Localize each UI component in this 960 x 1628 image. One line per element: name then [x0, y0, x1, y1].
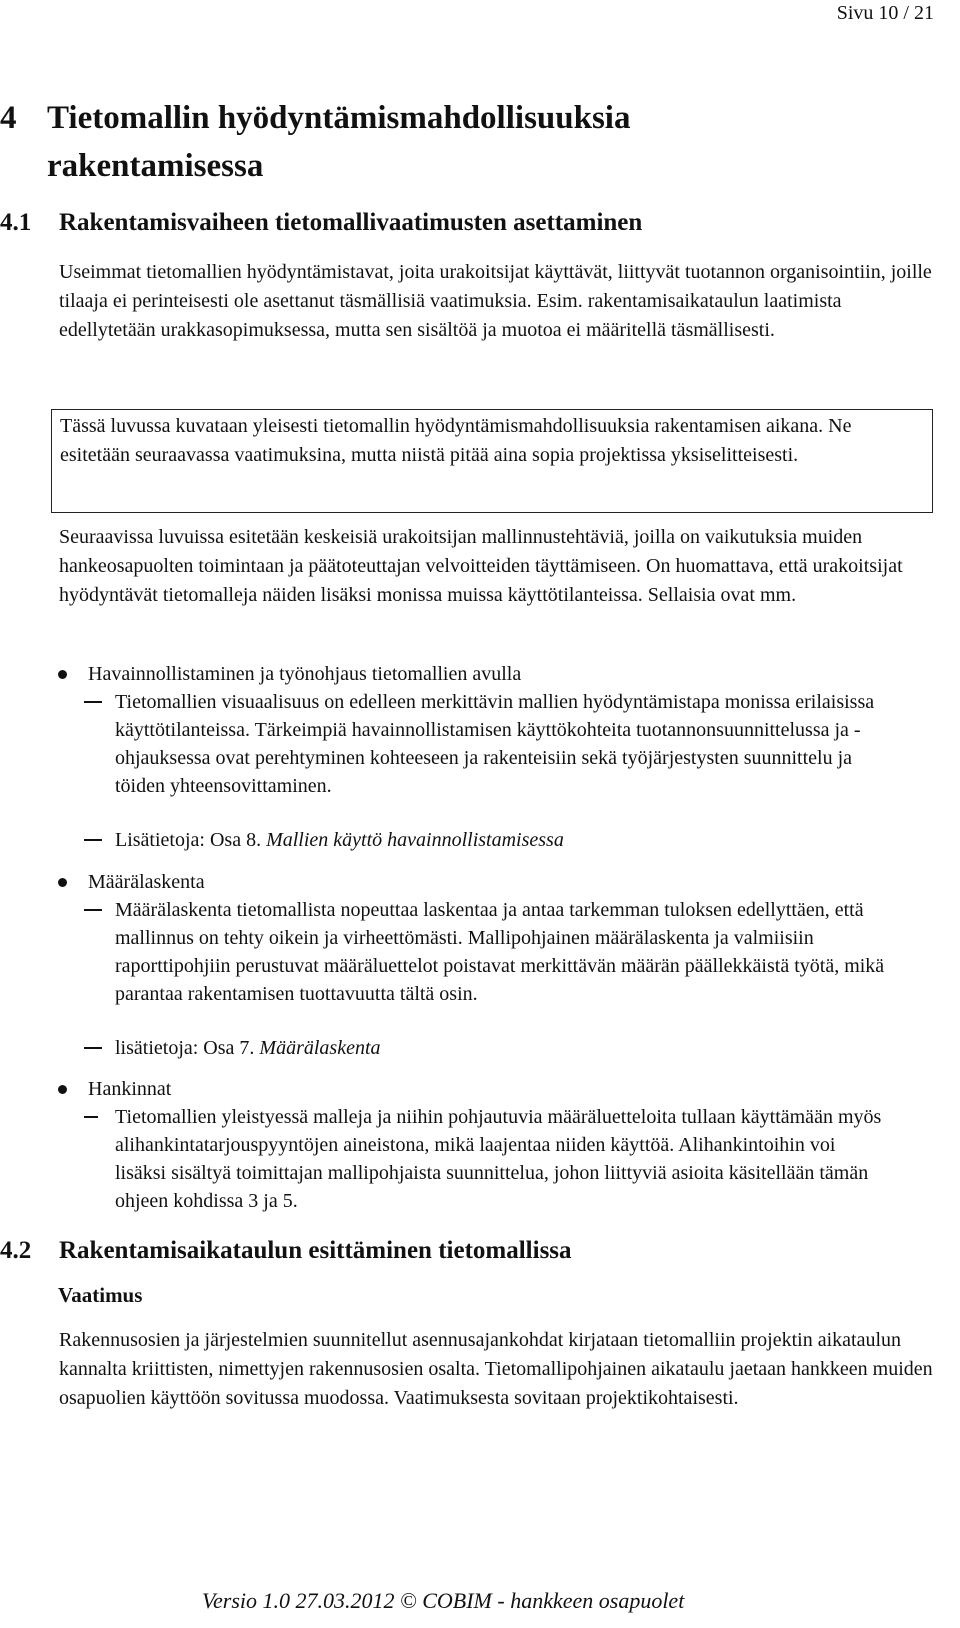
chapter-heading [0, 94, 630, 190]
chapter-title-line1: Tietomallin hyödyntämismahdollisuuksia [47, 100, 631, 136]
bullet-dot [58, 878, 67, 887]
sub-item [84, 1103, 884, 1215]
reference-text [84, 826, 904, 854]
sub-item [84, 896, 904, 1008]
requirement-subheading: Vaatimus [58, 1283, 143, 1307]
chapter-number: 4 [0, 100, 17, 136]
dash-marker [84, 701, 102, 703]
chapter-title-line2: rakentamisessa [47, 148, 264, 184]
intro-paragraph: Useimmat tietomallien hyödyntämistavat, joita urakoitsijat käyttävät, liittyvät tuotannon organisointiin, joille tilaaja ei perinteisesti ole asettanut täsmällisiä vaatimuksia. Esim. rakentamisaikataulun laatimista edellytetään urakkasopimuksessa, mutta sen sisältöä ja muotoa ei määritellä täsmällisesti. [59, 261, 932, 341]
sub-item-reference [84, 1034, 904, 1062]
section-title: Rakentamisvaiheen tietomallivaatimusten asettaminen [59, 209, 643, 236]
section-number: 4.2 [0, 1237, 32, 1264]
reference-title: Määrälaskenta [259, 1037, 381, 1059]
bullet-label: Hankinnat [88, 1078, 172, 1100]
sub-item-reference [84, 826, 904, 854]
note-box [51, 409, 933, 513]
reference-text [84, 1034, 904, 1062]
dash-marker [84, 1047, 102, 1049]
section-title: Rakentamisaikataulun esittäminen tietomallissa [59, 1237, 572, 1264]
dash-marker [84, 839, 102, 841]
dash-marker [84, 909, 102, 911]
mallinnus-paragraph: Seuraavissa luvuissa esitetään keskeisiä urakoitsijan mallinnustehtäviä, joilla on vaikutuksia muiden hankeosapuolten toimintaan ja päätoteuttajan velvoitteiden täyttämiseen. On huomattava, että urakoitsijat hyödyntävät tietomalleja näiden lisäksi monissa muissa käyttötilanteissa. Sellaisia ovat mm. [59, 526, 903, 606]
sub-item-text: Tietomallien yleistyessä malleja ja niihin pohjautuvia määräluetteloita tullaan käyttämään myös alihankintatarjouspyyntöjen aineistona, mikä laajentaa niiden käyttöä. Alihankintoihin voi lisäksi sisältyä toimittajan mallipohjaista suunnittelua, johon liittyviä asioita käsitellään tämän ohjeen kohdissa 3 ja 5. [115, 1106, 882, 1212]
requirement-paragraph: Rakennusosien ja järjestelmien suunnitellut asennusajankohdat kirjataan tietomalliin projektin aikataulun kannalta kriittisten, nimettyjen rakennusosien osalta. Tietomallipohjainen aikataulu jaetaan hankkeen muiden osapuolien käyttöön sovitussa muodossa. Vaatimuksesta sovitaan projektikohtaisesti. [59, 1329, 933, 1409]
sub-item [84, 688, 904, 800]
bullet-dot [58, 1085, 67, 1094]
section-number: 4.1 [0, 209, 32, 236]
page-number: Sivu 10 / 21 [836, 2, 934, 24]
section-heading-4-1 [0, 209, 642, 237]
sub-item-text: Määrälaskenta tietomallista nopeuttaa laskentaa ja antaa tarkemman tuloksen edellyttäen, että mallinnus on tehty oikein ja virheettömästi. Mallipohjainen määrälaskenta ja valmiisiin raporttipohjiin perustuvat määräluettelot poistavat merkittävän määrän päällekkäistä työtä, mikä parantaa rakentamisen tuottavuutta tältä osin. [115, 899, 885, 1005]
dash-marker [84, 1116, 98, 1118]
bullet-label: Havainnollistaminen ja työnohjaus tietomallien avulla [88, 663, 522, 685]
reference-title: Mallien käyttö havainnollistamisessa [266, 829, 564, 851]
note-box-text: Tässä luvussa kuvataan yleisesti tietomallin hyödyntämismahdollisuuksia rakentamisen aikana. Ne esitetään seuraavassa vaatimuksina, mutta niistä pitää aina sopia projektissa yksiselitteisesti. [60, 415, 852, 466]
reference-prefix: Lisätietoja: Osa 8. [115, 829, 262, 851]
sub-item-text: Tietomallien visuaalisuus on edelleen merkittävin mallien hyödyntämistapa monissa erilaisissa käyttötilanteissa. Tärkeimpiä havainnollistamisen käyttökohteita tuotannonsuunnittelussa ja -ohjauksessa ovat perehtyminen kohteeseen ja rakenteisiin sekä työjärjestysten suunnittelu ja töiden yhteensovittaminen. [115, 691, 875, 797]
section-heading-4-2 [0, 1237, 572, 1265]
bullet-label: Määrälaskenta [88, 871, 205, 893]
reference-prefix: lisätietoja: Osa 7. [115, 1037, 255, 1059]
bullet-dot [58, 670, 67, 679]
page-footer: Versio 1.0 27.03.2012 © COBIM - hankkeen osapuolet [202, 1588, 685, 1613]
